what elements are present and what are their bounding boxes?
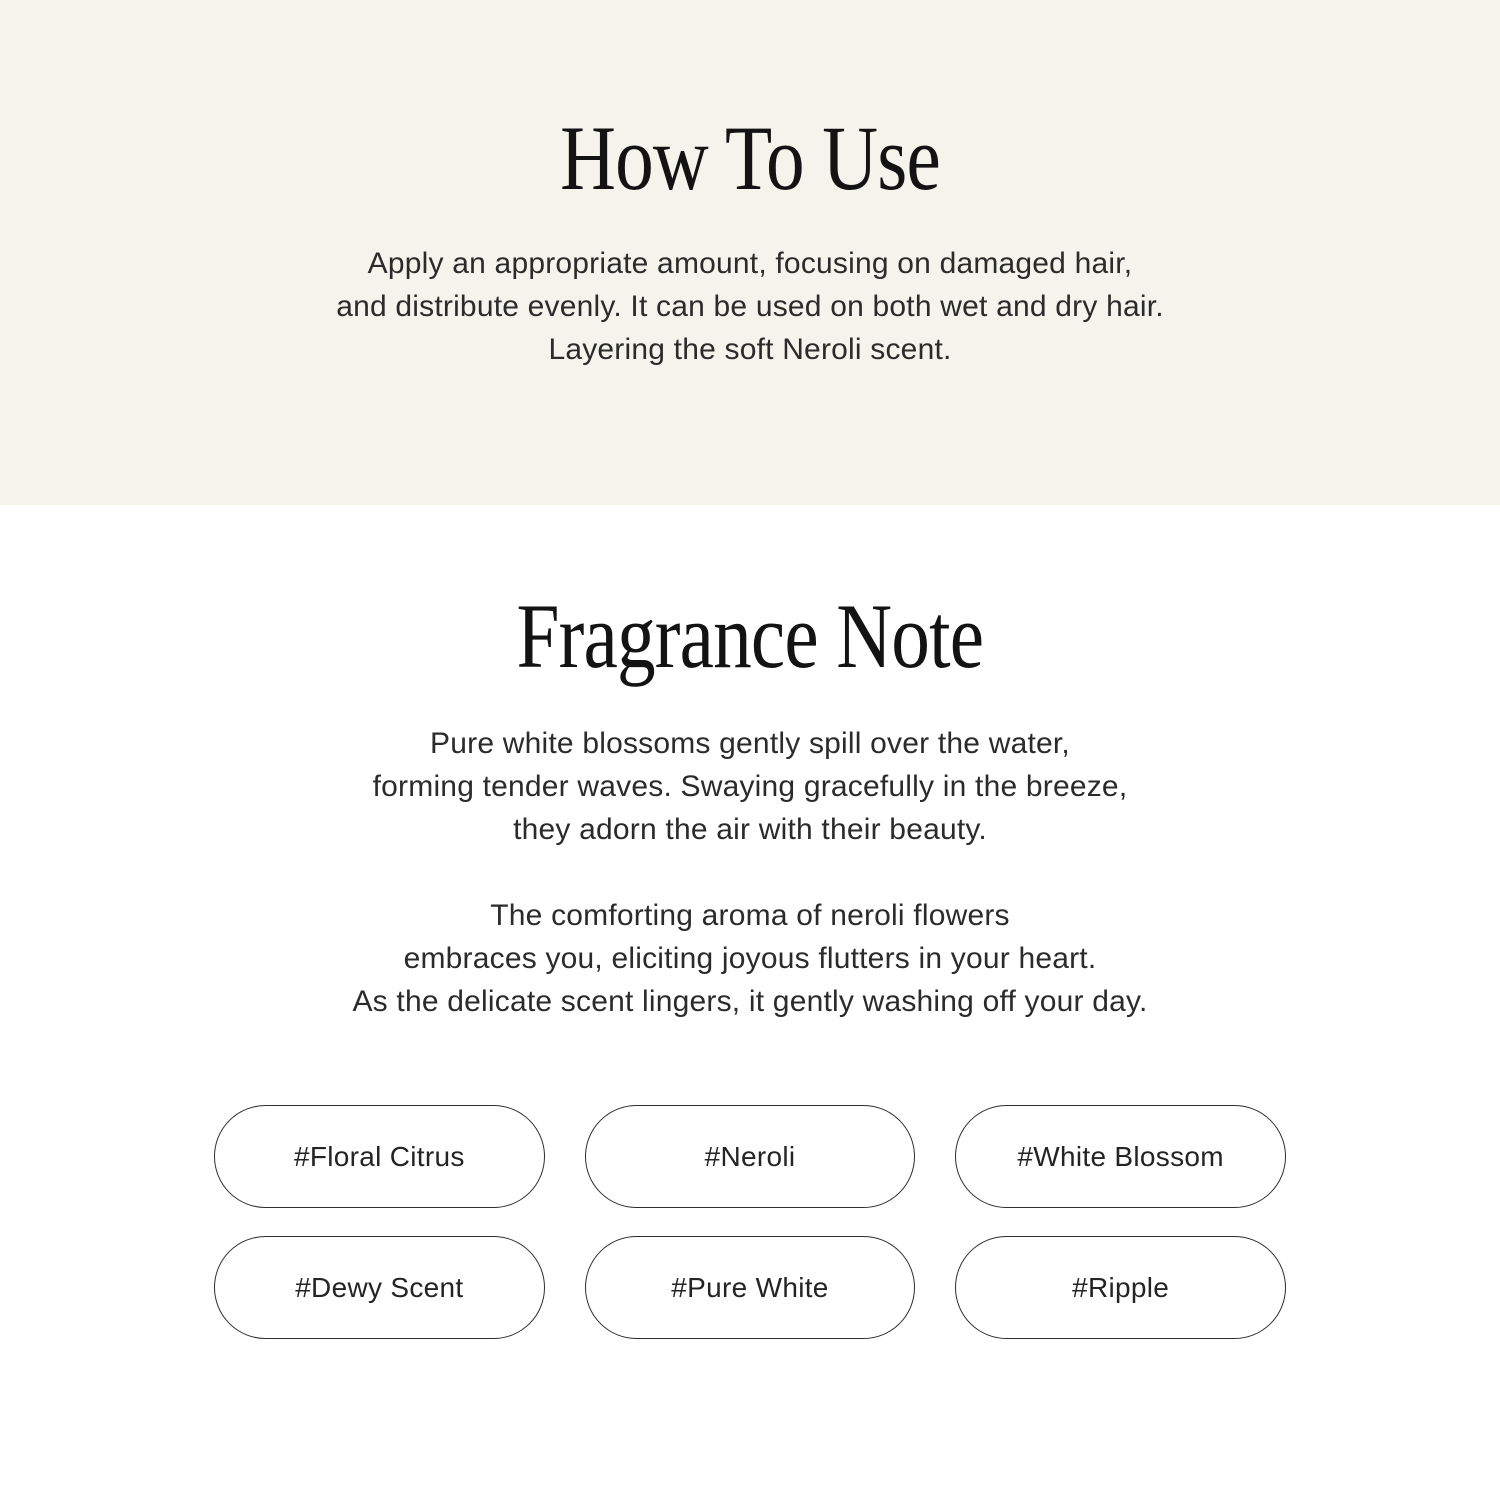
tags-grid <box>214 1105 1286 1339</box>
body-line: embraces you, eliciting joyous flutters in your heart. <box>403 942 1097 975</box>
tag-label: #Floral Citrus <box>293 1140 465 1172</box>
tag-pill-white-blossom <box>955 1105 1286 1208</box>
fragrance-note-title-text: Fragrance Note <box>516 585 984 687</box>
how-to-use-title-text: How To Use <box>560 107 940 209</box>
tag-pill-floral-citrus <box>214 1105 545 1208</box>
body-line: forming tender waves. Swaying gracefully in the breeze, <box>372 770 1128 803</box>
body-line: Layering the soft Neroli scent. <box>548 333 952 366</box>
fragrance-paragraph-2 <box>0 894 1500 1023</box>
body-line: and distribute evenly. It can be used on both wet and dry hair. <box>336 290 1164 323</box>
body-line: The comforting aroma of neroli flowers <box>490 899 1010 932</box>
tag-pill-pure-white <box>585 1236 916 1339</box>
how-to-use-body <box>0 242 1500 371</box>
fragrance-note-section <box>0 505 1500 1339</box>
body-line: they adorn the air with their beauty. <box>513 813 987 846</box>
tag-label: #Ripple <box>1072 1271 1170 1303</box>
fragrance-paragraph-1 <box>0 722 1500 851</box>
tag-pill-ripple <box>955 1236 1286 1339</box>
tag-label: #White Blossom <box>1017 1140 1224 1172</box>
tag-label: #Dewy Scent <box>295 1271 464 1303</box>
body-line: As the delicate scent lingers, it gently washing off your day. <box>352 985 1148 1018</box>
tag-label: #Pure White <box>671 1271 829 1303</box>
body-line: Pure white blossoms gently spill over the water, <box>430 727 1070 760</box>
fragrance-note-title <box>0 585 1500 687</box>
tag-pill-dewy-scent <box>214 1236 545 1339</box>
tag-label: #Neroli <box>704 1140 796 1172</box>
tag-pill-neroli <box>585 1105 916 1208</box>
how-to-use-section <box>0 0 1500 505</box>
how-to-use-title <box>0 107 1500 209</box>
body-line: Apply an appropriate amount, focusing on damaged hair, <box>367 247 1133 280</box>
